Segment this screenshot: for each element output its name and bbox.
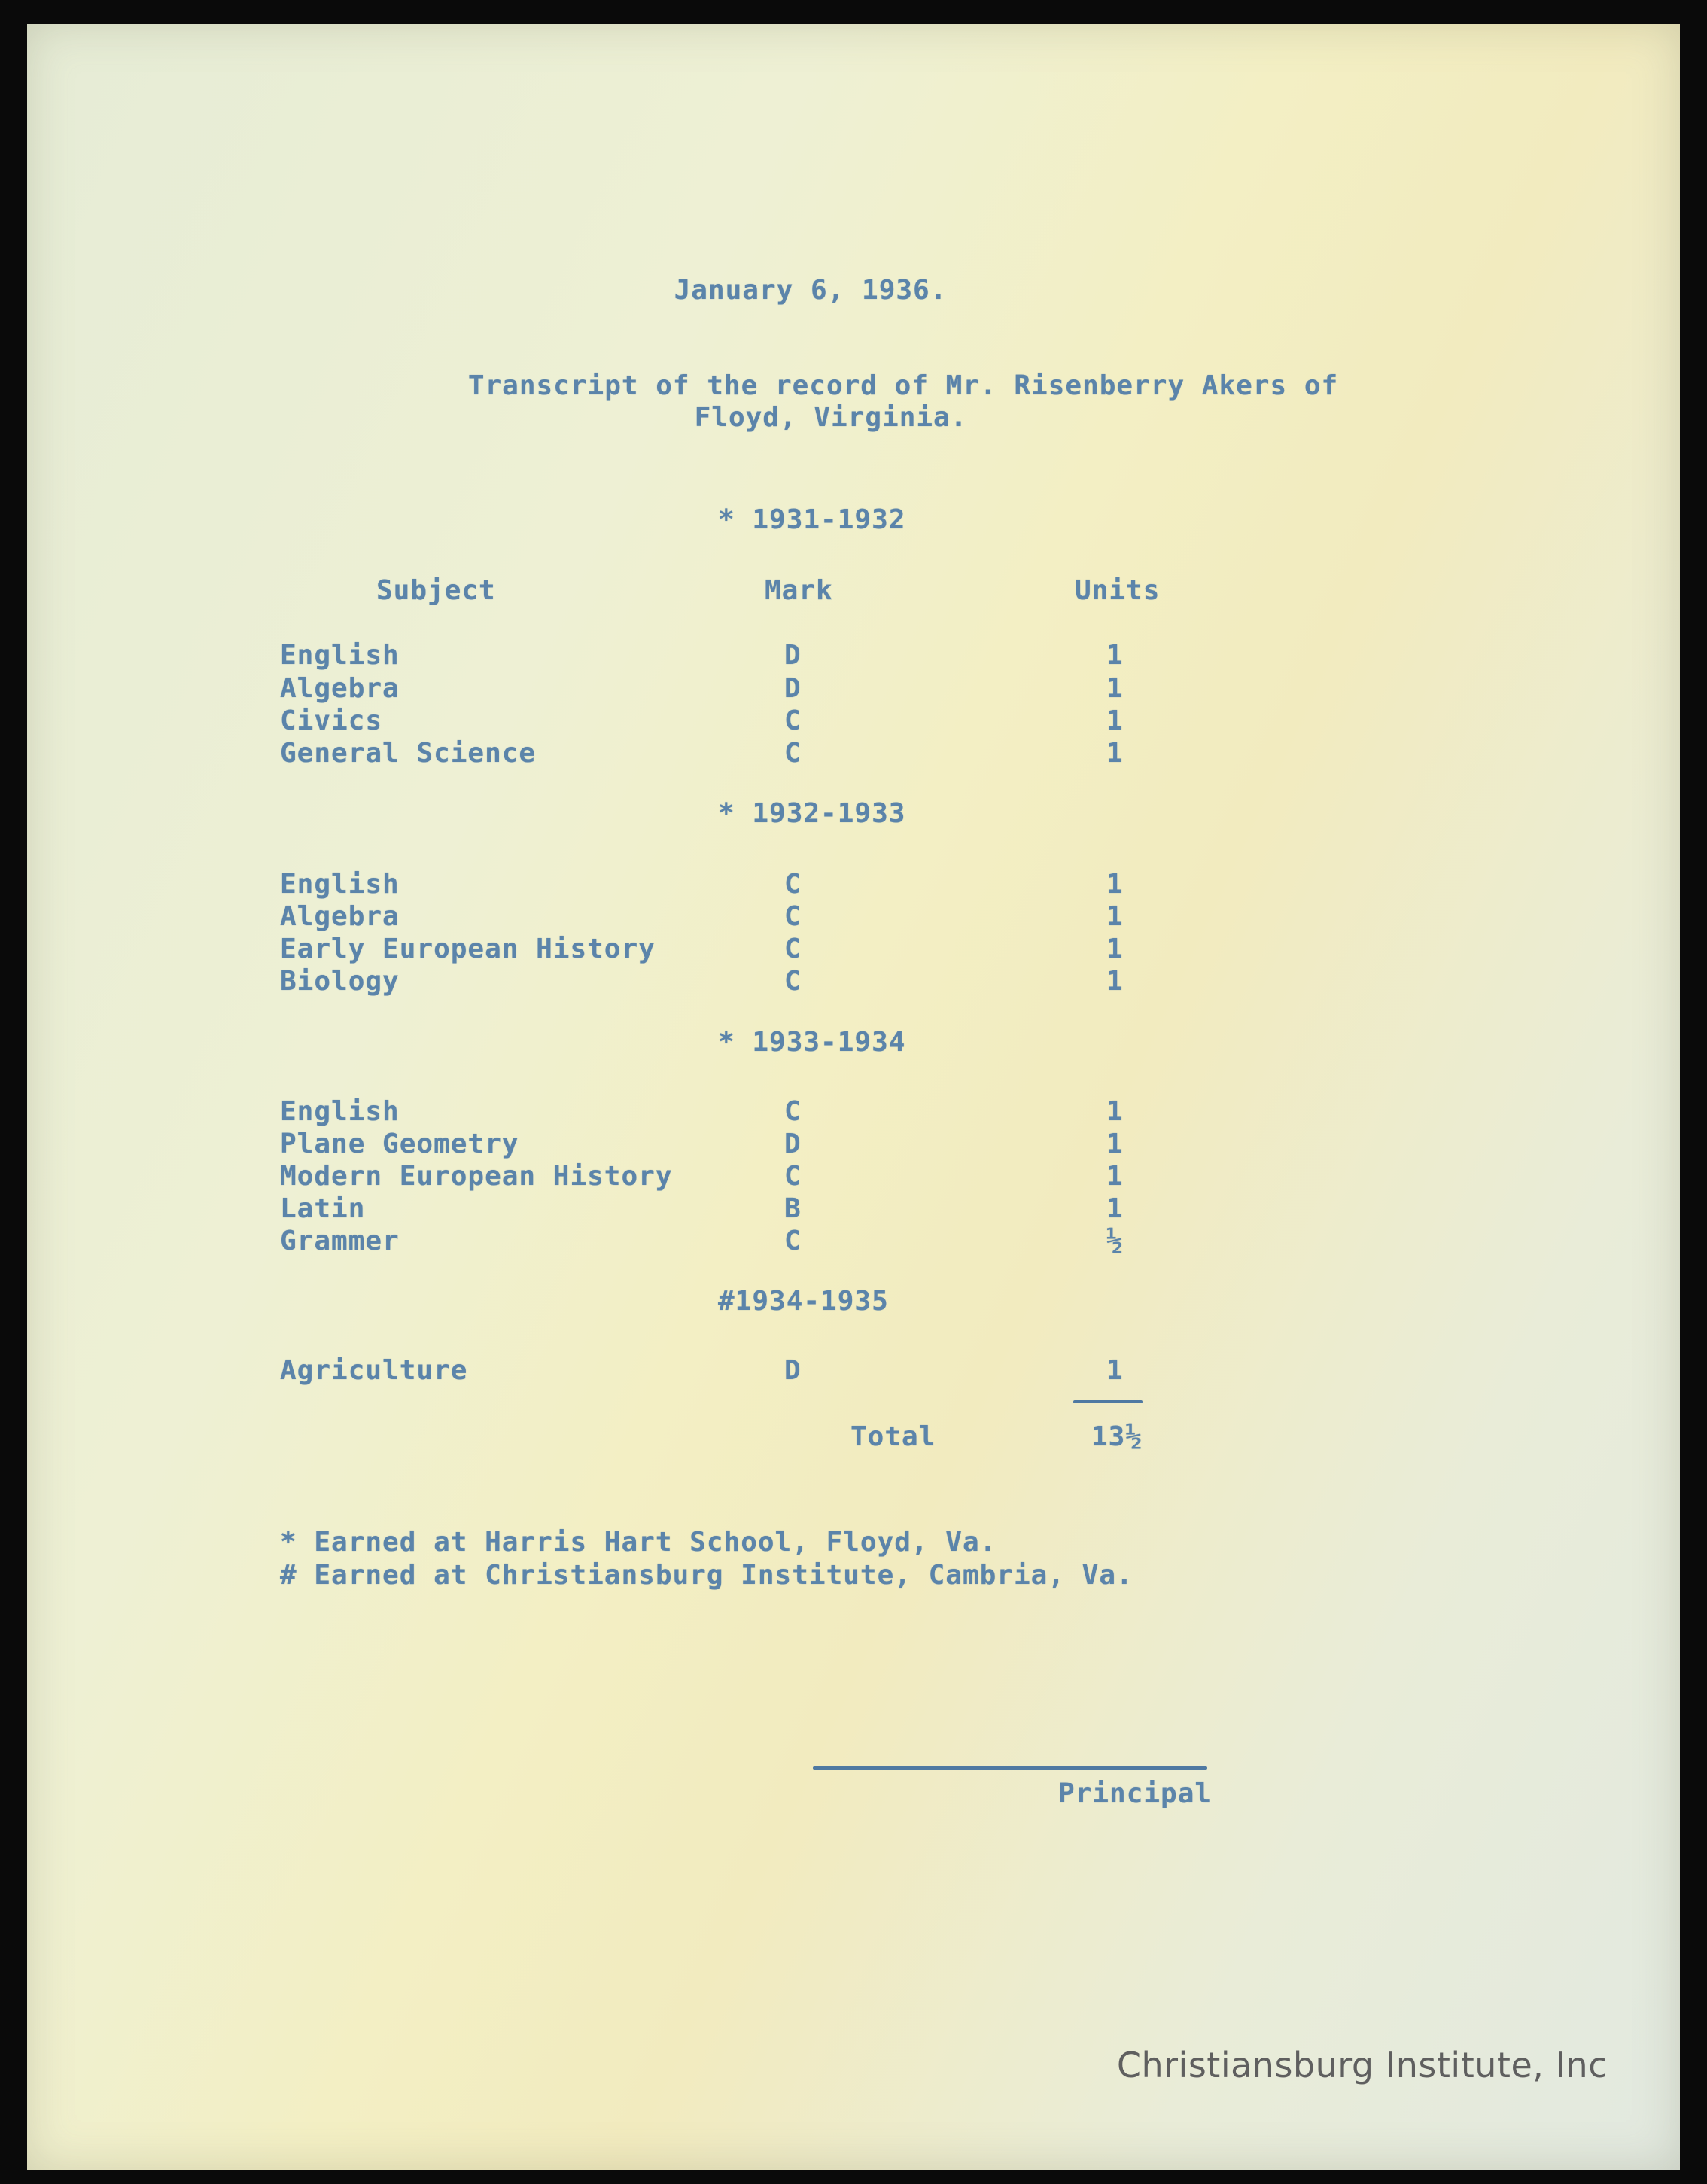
- footnote-christiansburg: # Earned at Christiansburg Institute, Cambria, Va.: [280, 1560, 1133, 1591]
- signature-line: [813, 1766, 1207, 1770]
- row-units: 1: [1106, 1193, 1124, 1224]
- document-page: [27, 24, 1680, 2170]
- row-subject: Early European History: [280, 934, 656, 964]
- document-date: January 6, 1936.: [674, 275, 948, 306]
- row-mark: C: [784, 1161, 802, 1192]
- total-underline: [1073, 1400, 1143, 1403]
- row-mark: C: [784, 1226, 802, 1256]
- row-units: 1: [1106, 1096, 1124, 1127]
- watermark: Christiansburg Institute, Inc: [1116, 2045, 1608, 2085]
- column-header-units: Units: [1075, 575, 1161, 606]
- year-heading-1932-1933: * 1932-1933: [718, 798, 906, 829]
- row-subject: Latin: [280, 1193, 366, 1224]
- footnote-harris-hart: * Earned at Harris Hart School, Floyd, Va.: [280, 1527, 997, 1558]
- row-subject: Grammer: [280, 1226, 400, 1256]
- document-title-line-1: Transcript of the record of Mr. Risenberry Akers of: [467, 370, 1339, 401]
- row-mark: D: [784, 1129, 802, 1159]
- year-heading-1931-1932: * 1931-1932: [718, 504, 906, 535]
- row-units: 1: [1106, 640, 1124, 671]
- row-subject: Biology: [280, 966, 400, 997]
- row-units: 1: [1106, 966, 1124, 997]
- row-mark: D: [784, 673, 802, 704]
- row-units: 1: [1106, 1129, 1124, 1159]
- row-mark: C: [784, 705, 802, 736]
- row-subject: Algebra: [280, 673, 400, 704]
- row-units: 1: [1106, 705, 1124, 736]
- document-title-line-2: Floyd, Virginia.: [694, 402, 968, 433]
- row-subject: English: [280, 1096, 400, 1127]
- row-units: 1: [1106, 1161, 1124, 1192]
- row-subject: English: [280, 640, 400, 671]
- row-mark: D: [784, 640, 802, 671]
- row-subject: Algebra: [280, 901, 400, 932]
- row-mark: C: [784, 869, 802, 900]
- row-subject: Modern European History: [280, 1161, 673, 1192]
- total-label: Total: [850, 1421, 936, 1452]
- column-header-mark: Mark: [765, 575, 833, 606]
- row-mark: C: [784, 934, 802, 964]
- row-units: ½: [1106, 1226, 1124, 1256]
- row-units: 1: [1106, 1355, 1124, 1386]
- row-subject: Plane Geometry: [280, 1129, 519, 1159]
- row-units: 1: [1106, 673, 1124, 704]
- row-units: 1: [1106, 901, 1124, 932]
- column-header-subject: Subject: [376, 575, 496, 606]
- row-units: 1: [1106, 738, 1124, 769]
- year-heading-1934-1935: #1934-1935: [718, 1286, 889, 1317]
- row-units: 1: [1106, 934, 1124, 964]
- row-mark: D: [784, 1355, 802, 1386]
- row-mark: C: [784, 738, 802, 769]
- row-mark: C: [784, 901, 802, 932]
- row-mark: C: [784, 1096, 802, 1127]
- row-mark: C: [784, 966, 802, 997]
- row-subject: General Science: [280, 738, 537, 769]
- row-subject: Civics: [280, 705, 383, 736]
- year-heading-1933-1934: * 1933-1934: [718, 1027, 906, 1058]
- row-subject: Agriculture: [280, 1355, 468, 1386]
- total-value: 13½: [1091, 1421, 1143, 1452]
- signature-label: Principal: [1058, 1778, 1213, 1809]
- row-units: 1: [1106, 869, 1124, 900]
- row-subject: English: [280, 869, 400, 900]
- row-mark: B: [784, 1193, 802, 1224]
